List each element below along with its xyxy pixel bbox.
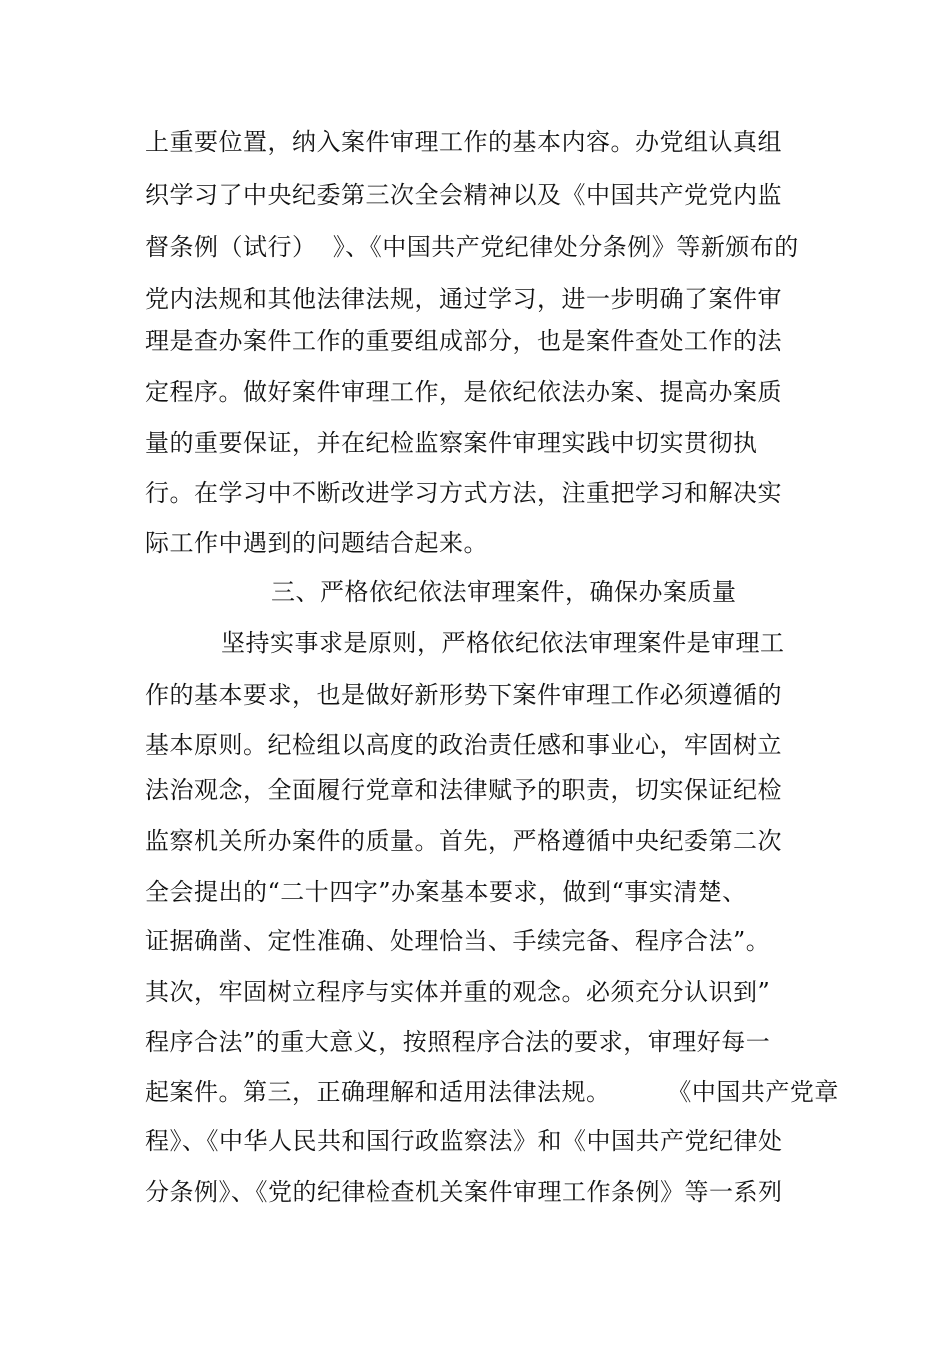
- body-line: 全会提出的“二十四字”办案基本要求，做到“事实清楚、: [145, 878, 747, 906]
- body-line: 作的基本要求，也是做好新形势下案件审理工作必须遵循的: [145, 681, 782, 709]
- paragraph-first-line: 坚持实事求是原则，严格依纪依法审理案件是审理工: [221, 629, 785, 657]
- body-line: 证据确凿、定性准确、处理恰当、手续完备、程序合法”。: [145, 927, 771, 955]
- body-line: 督条例（试行） 》、《中国共产党纪律处分条例》等新颁布的: [145, 233, 799, 261]
- body-line: 程序合法”的重大意义，按照程序合法的要求，审理好每一: [145, 1028, 771, 1056]
- body-line: 监察机关所办案件的质量。首先，严格遵循中央纪委第二次: [145, 827, 782, 855]
- body-line: 织学习了中央纪委第三次全会精神以及《中国共产党党内监: [145, 181, 782, 209]
- body-line: 量的重要保证，并在纪检监察案件审理实践中切实贯彻执: [145, 429, 758, 457]
- body-line: 分条例》、《党的纪律检查机关案件审理工作条例》等一系列: [145, 1178, 783, 1206]
- body-line: 际工作中遇到的问题结合起来。: [145, 529, 488, 557]
- body-line: 起案件。第三，正确理解和适用法律法规。 《中国共产党章: [145, 1078, 839, 1106]
- body-line: 基本原则。纪检组以高度的政治责任感和事业心，牢固树立: [145, 731, 782, 759]
- body-line: 党内法规和其他法律法规，通过学习，进一步明确了案件审: [145, 285, 782, 313]
- section-heading: 三、严格依纪依法审理案件，确保办案质量: [271, 578, 737, 606]
- body-line: 定程序。做好案件审理工作，是依纪依法办案、提高办案质: [145, 378, 782, 406]
- body-line: 法治观念，全面履行党章和法律赋予的职责，切实保证纪检: [145, 776, 782, 804]
- body-line: 其次，牢固树立程序与实体并重的观念。必须充分认识到”: [145, 978, 771, 1006]
- body-line: 上重要位置，纳入案件审理工作的基本内容。办党组认真组: [145, 128, 782, 156]
- body-line: 理是查办案件工作的重要组成部分，也是案件查处工作的法: [145, 327, 782, 355]
- body-line: 行。在学习中不断改进学习方式方法，注重把学习和解决实: [145, 479, 782, 507]
- body-line: 程》、《中华人民共和国行政监察法》和《中国共产党纪律处: [145, 1127, 783, 1155]
